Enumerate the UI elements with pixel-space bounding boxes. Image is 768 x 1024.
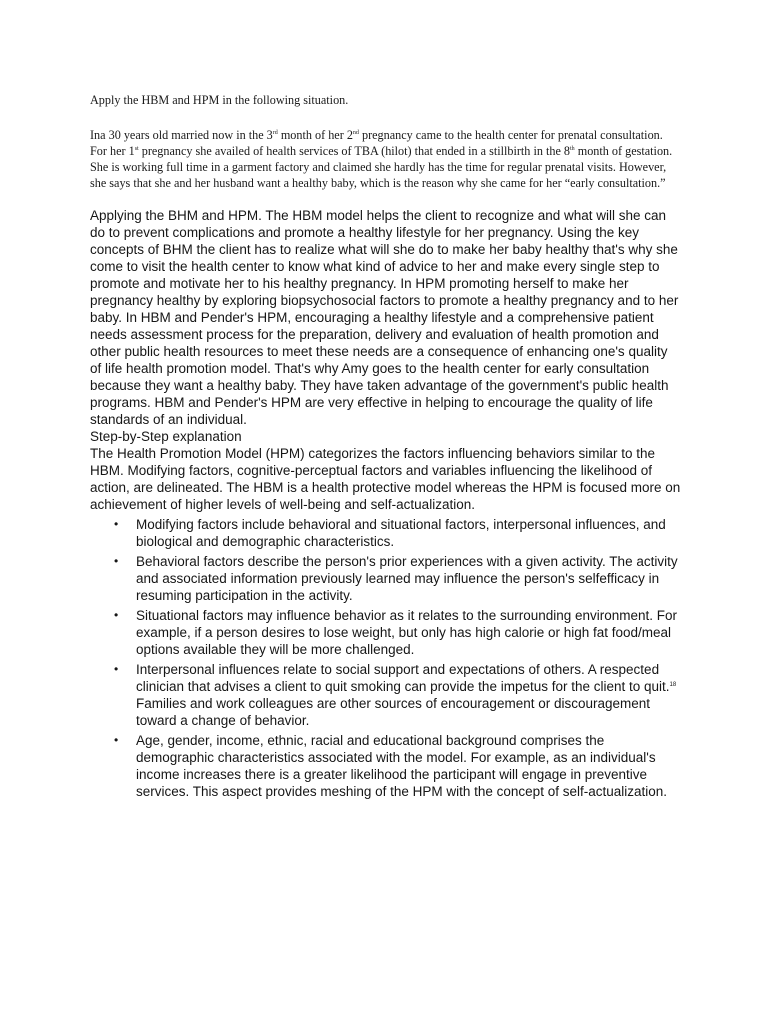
list-item: [90, 607, 682, 658]
list-item: [90, 732, 682, 800]
bullet-icon: •: [114, 517, 119, 531]
list-item-text: Age, gender, income, ethnic, racial and educational background comprises the demographic characteristics associated with the model. For example, as an individual's income increases there is a greater likelihood the participant will engage in preventive services. This aspect provides meshing of the HPM with the concept of self-actualization.: [136, 733, 668, 799]
explanation-paragraph: The Health Promotion Model (HPM) categorizes the factors influencing behaviors similar to the HBM. Modifying factors, cognitive-perceptual factors and variables influencing the likelihood of action, are delineated. The HBM is a health protective model whereas the HPM is focused more on achievement of higher levels of well-being and self-actualization.: [90, 446, 681, 512]
answer-paragraph: Applying the BHM and HPM. The HBM model helps the client to recognize and what will she can do to prevent complications and promote a healthy lifestyle for her pregnancy. Using the key concepts of BHM the client has to realize what will she do to make her baby healthy that's why she come to visit the health center to know what kind of advice to her and make every single step to promote and motivate her to his healthy pregnancy. In HPM promoting herself to make her pregnancy healthy by exploring biopsychosocial factors to promote a healthy pregnancy and to her baby. In HBM and Pender's HPM, encouraging a healthy lifestyle and a comprehensive patient needs assessment process for the preparation, delivery and evaluation of health promotion and other public health resources to meet these needs are a consequence of enhancing one's quality of life health promotion model. That's why Amy goes to the health center for early consultation because they want a healthy baby. They have taken advantage of the government's public health programs. HBM and Pender's HPM are very effective in helping to encourage the quality of life standards of an individual.: [90, 208, 679, 427]
list-item: [90, 661, 682, 729]
scenario-sup-3: st: [134, 146, 139, 152]
scenario-sup-1: rd: [272, 130, 278, 136]
scenario-text-5: month of gestation. She is working full time in a garment factory and claimed she hardly has the time for regular prenatal visits. However, she says that she and her husband want a healthy baby, which is the reason why she came for her “early consultation.”: [90, 144, 673, 190]
document-page: [90, 92, 682, 803]
list-item-text: Interpersonal influences relate to social support and expectations of others. A respected clinician that advises a client to quit smoking can provide the impetus for the client to quit.: [136, 662, 670, 694]
list-item-text-continued: Families and work colleagues are other sources of encouragement or discouragement toward a change of behavior.: [136, 696, 651, 728]
bullet-icon: •: [114, 662, 119, 676]
scenario-paragraph: [90, 127, 682, 191]
assignment-heading: Apply the HBM and HPM in the following situation.: [90, 93, 349, 107]
list-item: [90, 553, 682, 604]
scenario-text-2: month of her 2: [277, 128, 353, 142]
list-item-text: Situational factors may influence behavior as it relates to the surrounding environment. For example, if a person desires to lose weight, but only has high calorie or high fat food/meal options available they will be more challenged.: [136, 608, 678, 657]
list-item: [90, 516, 682, 550]
factors-list: [90, 516, 682, 800]
list-item-text: Modifying factors include behavioral and situational factors, interpersonal influences, and biological and demographic characteristics.: [136, 517, 666, 549]
scenario-text-4: pregnancy she availed of health services of TBA (hilot) that ended in a stillbirth in the 8: [138, 144, 571, 158]
scenario-text-1: Ina 30 years old married now in the 3: [90, 128, 273, 142]
bullet-icon: •: [114, 608, 119, 622]
list-item-text: Behavioral factors describe the person's prior experiences with a given activity. The activity and associated information previously learned may influence the person's selfefficacy in resuming participation in the activity.: [136, 554, 678, 603]
scenario-sup-4: th: [570, 146, 575, 152]
bullet-icon: •: [114, 554, 119, 568]
bullet-icon: •: [114, 733, 119, 747]
scenario-sup-2: nd: [352, 130, 359, 136]
scenario-text-3: pregnancy came to the health center for prenatal consultation. For her 1: [90, 128, 663, 158]
citation-superscript: 18: [669, 682, 677, 688]
step-by-step-heading: Step-by-Step explanation: [90, 429, 242, 444]
